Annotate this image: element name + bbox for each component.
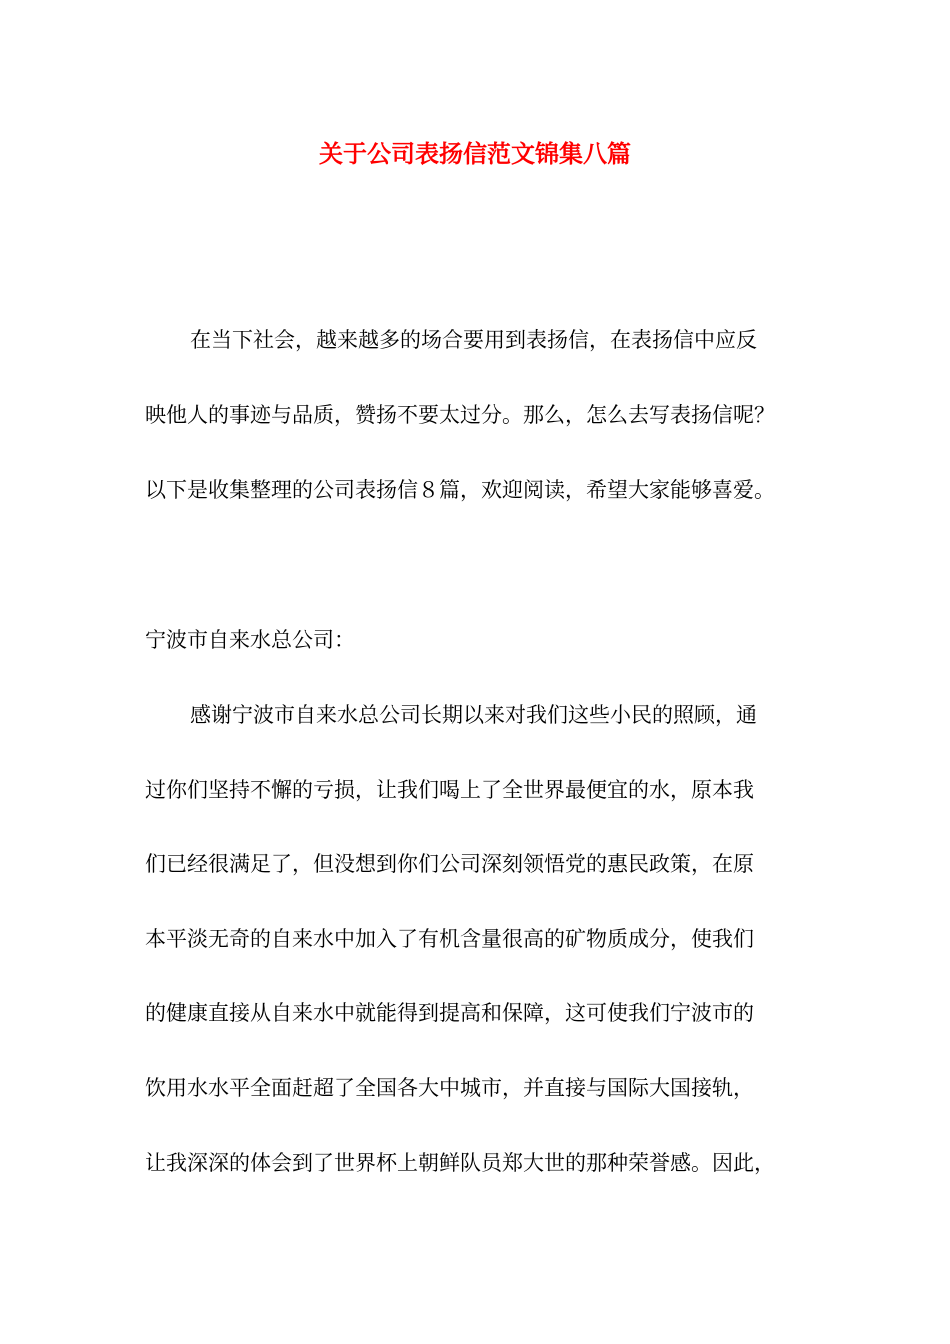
body-line-6: 饮用水水平全面赶超了全国各大中城市，并直接与国际大国接轨，: [145, 1076, 754, 1100]
body-line-7: 让我深深的体会到了世界杯上朝鲜队员郑大世的那种荣誉感。因此，: [145, 1151, 775, 1175]
intro-line-3: 以下是收集整理的公司表扬信８篇，欢迎阅读，希望大家能够喜爱。: [145, 478, 775, 502]
document-title: 关于公司表扬信范文锦集八篇: [319, 139, 631, 168]
body-line-1: 感谢宁波市自来水总公司长期以来对我们这些小民的照顾，通: [190, 703, 757, 727]
intro-line-2: 映他人的事迹与品质，赞扬不要太过分。那么，怎么去写表扬信呢？: [145, 403, 775, 427]
intro-line-1: 在当下社会，越来越多的场合要用到表扬信，在表扬信中应反: [190, 328, 757, 352]
body-line-4: 本平淡无奇的自来水中加入了有机含量很高的矿物质成分，使我们: [145, 927, 754, 951]
body-line-3: 们已经很满足了，但没想到你们公司深刻领悟党的惠民政策，在原: [145, 852, 754, 876]
body-line-2: 过你们坚持不懈的亏损，让我们喝上了全世界最便宜的水，原本我: [145, 778, 754, 802]
salutation: 宁波市自来水总公司：: [145, 628, 355, 652]
body-line-5: 的健康直接从自来水中就能得到提高和保障，这可使我们宁波市的: [145, 1001, 754, 1025]
